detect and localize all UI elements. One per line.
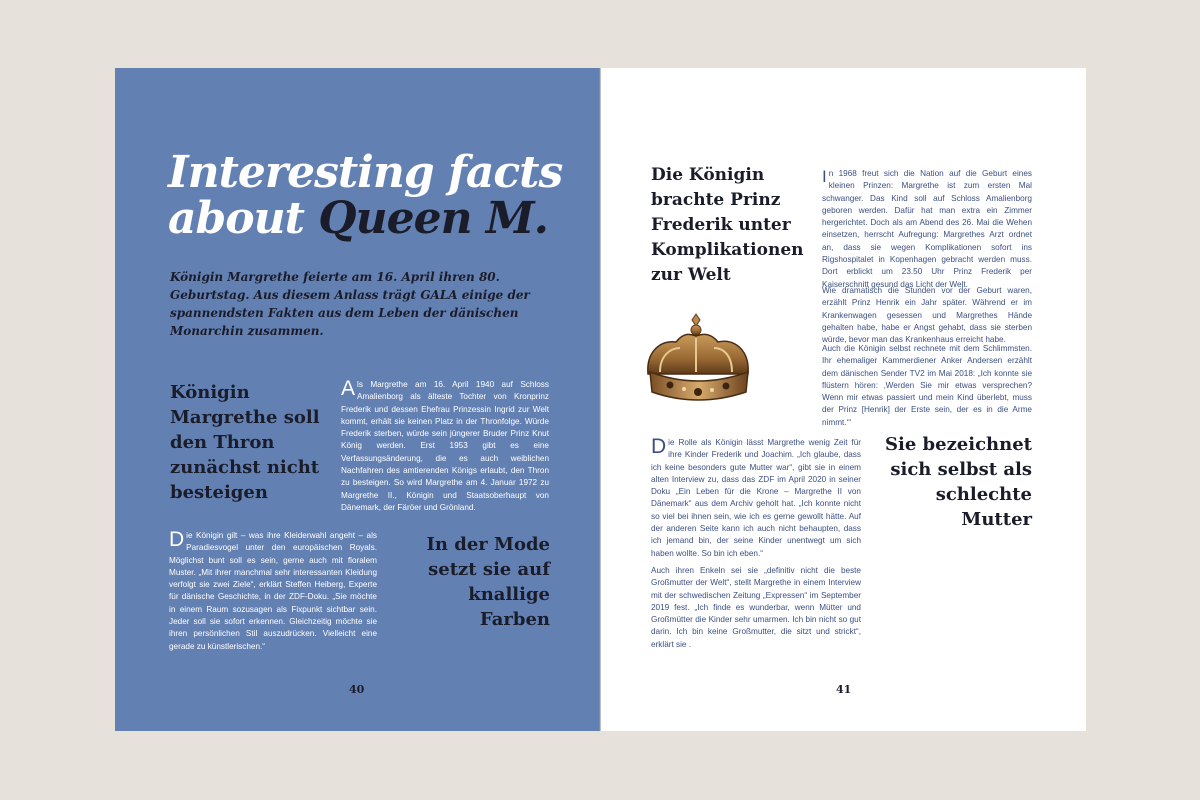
page-title	[168, 147, 588, 244]
title-line-2b: Queen M.	[318, 193, 548, 244]
title-line-2a: about	[168, 193, 319, 244]
crown-illustration	[640, 312, 768, 410]
subhead-birth: Die Königin brachte Prinz Frederik unter Komplikationen zur Welt	[651, 165, 804, 285]
paragraph-fashion	[169, 530, 377, 653]
paragraph-mother-2: Auch ihren Enkeln sei sie „definitiv nicht die beste Großmutter der Welt“, stellt Margrethe in einem Interview mit der schwedischen Zeitung „Expressen“ im September 2019 fest. „Ich finde es wunderbar, wenn Mütter und Großmütter die Kinder sehr umarmen. Ich bin nicht so gut darin. Ich bin keine Großmutter, die sitzt und strickt“, erklärt sie .	[651, 566, 861, 649]
paragraph-mother-1-text: ie Rolle als Königin lässt Margrethe wenig Zeit für ihre Kinder Frederik und Joachim. „Ich glaube, dass ich keine besonders gute Mutter war“, gibt sie in einem alten Interview zu, dass das ZDF im April 2020 in seiner Doku „Ein Leben für die Krone – Margrethe II von Dänemark“ aus dem Archiv geholt hat. „Ich konnte nicht so viel bei ihnen sein, wie ich es gerne gewollt hätte. Auf der anderen Seite kann ich auch nicht behaupten, dass ich jemand bin, der seine Kinder unentwegt um sich haben wollte. So bin ich eben.“	[651, 438, 861, 558]
subhead-bad-mother: Sie bezeichnet sich selbst als schlechte Mutter	[884, 434, 1032, 530]
paragraph-birth-1-text: n 1968 freut sich die Nation auf die Geburt eines kleinen Prinzen: Margrethe ist zum ersten Mal schwanger. Das Kind soll auf Schloss Amalienborg geboren werden. Dafür hat man extra ein Zimmer hergerichtet. Doch als am Abend des 26. Mai die Wehen einsetzen, herrscht Aufregung: Margrethes Arzt ordnet an, dass sie wegen Komplikationen sofort ins Rigshospitalet in Kopenhagen gebracht werden muss. Dort erblickt um 23.50 Uhr Prinz Frederik per Kaiserschnitt gesund das Licht der Welt.	[822, 169, 1032, 289]
paragraph-throne-text: ls Margrethe am 16. April 1940 auf Schloss Amalienborg als älteste Tochter von Kronprinz Frederik und dessen Ehefrau Prinzessin Ingrid zur Welt kommt, erhält sie keinen Platz in der Thronfolge. Würde Frederik sterben, würde sein jüngerer Bruder Prinz Knut König werden. Erst 1953 gibt es eine Verfassungsänderung, die es auch weiblichen Nachfahren des amtierenden Königs erlaubt, den Thron zu besteigen. So wird Margrethe am 4. Januar 1972 zu Margrethe II., Königin und Staatsoberhaupt von Dänemark, der Färöer und Grönland.	[341, 380, 549, 512]
paragraph-birth-2: Wie dramatisch die Stunden vor der Geburt waren, erzählt Prinz Henrik ein Jahr später. Während er im Krankenwagen gesessen und Margrethes Hände gehalten habe, habe er Angst gehabt, dass sie sterben würde, bevor man das Krankenhaus erreicht habe.	[822, 286, 1032, 345]
page-number-right: 41	[836, 683, 852, 696]
drop-cap: A	[341, 377, 356, 400]
drop-cap: D	[169, 528, 185, 551]
subhead-fashion: In der Mode setzt sie auf knallige Farben	[426, 534, 550, 630]
lead-paragraph: Königin Margrethe feierte am 16. April ihren 80. Geburtstag. Aus diesem Anlass trägt GALA einige der spannendsten Fakten aus dem Leben der dänischen Monarchin zusammen.	[170, 270, 530, 338]
paragraph-birth-1	[822, 168, 1032, 291]
paragraph-fashion-text: ie Königin gilt – was ihre Kleiderwahl angeht – als Paradiesvogel unter den europäischen Royals. Möglichst bunt soll es sein, gerne auch mit floralem Muster. „Mit ihrer manchmal sehr interessanten Kleidung verfolgt sie zwei Ziele“, erklärt Steffen Heiberg, Experte für dänische Geschichte, in der ZDF-Doku. „Sie möchte in einem Raum sozusagen als Fixpunkt sichtbar sein. Jeder soll sie sofort erkennen. Gleichzeitig möchte sie ihren persönlichen Stil auszudrücken. Vielleicht eine gerade zu künstlerischen.“	[169, 531, 377, 651]
drop-cap: D	[651, 435, 667, 458]
title-line-1: Interesting facts	[168, 147, 563, 198]
paragraph-mother-1	[651, 437, 861, 560]
paragraph-throne	[341, 379, 549, 514]
paragraph-birth-3: Auch die Königin selbst rechnete mit dem Schlimmsten. Ihr ehemaliger Kammerdiener Anker Andersen erzählt dem dänischen Sender TV2 im Mai 2018: „Ich konnte sie flüstern hören: ‚Werden Sie mir etwas versprechen? Wenn mir etwas passiert und mein Kind überlebt, muss der Prinz [Henrik] der Erste sein, der es in die Arme nimmt.‘“	[822, 344, 1032, 427]
page-gutter	[599, 68, 601, 731]
page-number-left: 40	[349, 683, 365, 696]
drop-cap: I	[822, 167, 827, 186]
subhead-throne: Königin Margrethe soll den Thron zunächst nicht besteigen	[170, 382, 320, 503]
